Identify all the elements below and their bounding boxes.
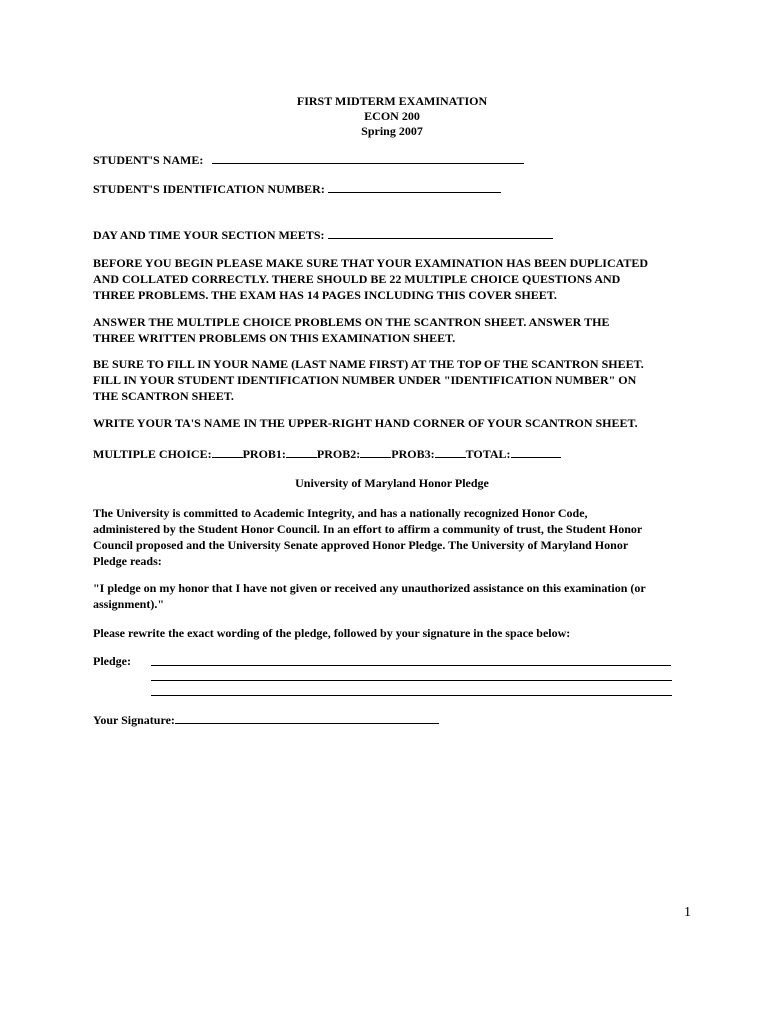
instruction-name-id xyxy=(93,356,703,404)
section-row xyxy=(93,227,553,242)
pledge-line-2[interactable] xyxy=(151,680,672,681)
total-score-field[interactable] xyxy=(511,446,561,458)
student-name-row xyxy=(93,152,524,167)
instruction-line: WRITE YOUR TA'S NAME IN THE UPPER-RIGHT HAND CORNER OF YOUR SCANTRON SHEET. xyxy=(93,416,638,430)
pledge-line-1[interactable] xyxy=(151,665,671,666)
honor-intro-line: The University is committed to Academic Integrity, and has a nationally recognized Honor Code, xyxy=(93,506,588,520)
instruction-line: THREE WRITTEN PROBLEMS ON THIS EXAMINATION SHEET. xyxy=(93,331,456,345)
pledge-label: Pledge: xyxy=(93,654,131,668)
honor-intro-line: administered by the Student Honor Council. In an effort to affirm a community of trust, the Student Honor xyxy=(93,522,643,536)
pledge-line-3[interactable] xyxy=(151,695,672,696)
section-field[interactable] xyxy=(328,227,553,239)
instruction-line: FILL IN YOUR STUDENT IDENTIFICATION NUMBER UNDER "IDENTIFICATION NUMBER" ON xyxy=(93,373,637,387)
instruction-line: BE SURE TO FILL IN YOUR NAME (LAST NAME FIRST) AT THE TOP OF THE SCANTRON SHEET. xyxy=(93,357,644,371)
honor-intro xyxy=(93,505,703,569)
prob2-score-label: PROB2: xyxy=(316,447,361,461)
course-code: ECON 200 xyxy=(364,109,420,123)
prob1-score-label: PROB1: xyxy=(242,447,286,461)
honor-quote-line: assignment)." xyxy=(93,597,164,611)
signature-label: Your Signature: xyxy=(93,713,175,727)
student-id-row xyxy=(93,181,501,196)
mc-score-field[interactable] xyxy=(212,446,243,458)
score-row xyxy=(93,446,561,461)
instruction-line: BEFORE YOU BEGIN PLEASE MAKE SURE THAT YOUR EXAMINATION HAS BEEN DUPLICATED xyxy=(93,256,649,270)
rewrite-instruction xyxy=(93,625,703,641)
honor-intro-line: Council proposed and the University Senate approved Honor Pledge. The University of Maryland Honor xyxy=(93,538,629,552)
student-name-label: STUDENT'S NAME: xyxy=(93,153,204,167)
total-score-label: TOTAL: xyxy=(465,447,511,461)
instruction-line: AND COLLATED CORRECTLY. THERE SHOULD BE 22 MULTIPLE CHOICE QUESTIONS AND xyxy=(93,272,621,286)
student-id-label: STUDENT'S IDENTIFICATION NUMBER: xyxy=(93,182,325,196)
honor-pledge-title: University of Maryland Honor Pledge xyxy=(295,476,489,490)
exam-title: FIRST MIDTERM EXAMINATION xyxy=(296,94,488,108)
prob2-score-field[interactable] xyxy=(360,446,391,458)
student-id-field[interactable] xyxy=(328,181,501,193)
section-label: DAY AND TIME YOUR SECTION MEETS: xyxy=(93,228,325,242)
prob3-score-label: PROB3: xyxy=(391,447,435,461)
exam-term: Spring 2007 xyxy=(361,124,423,138)
mc-score-label: MULTIPLE CHOICE: xyxy=(93,447,212,461)
instruction-line: THE SCANTRON SHEET. xyxy=(93,389,234,403)
signature-field[interactable] xyxy=(175,712,439,724)
signature-row xyxy=(93,712,439,727)
instruction-scantron xyxy=(93,314,703,346)
prob3-score-field[interactable] xyxy=(435,446,466,458)
page-number: 1 xyxy=(684,905,691,920)
instruction-line: THREE PROBLEMS. THE EXAM HAS 14 PAGES INCLUDING THIS COVER SHEET. xyxy=(93,288,557,302)
honor-quote xyxy=(93,580,703,612)
exam-header xyxy=(0,94,784,139)
honor-intro-line: Pledge reads: xyxy=(93,554,162,568)
honor-quote-line: "I pledge on my honor that I have not given or received any unauthorized assistance on this examination (or xyxy=(93,581,646,595)
instruction-line: ANSWER THE MULTIPLE CHOICE PROBLEMS ON THE SCANTRON SHEET. ANSWER THE xyxy=(93,315,610,329)
instruction-ta-name xyxy=(93,415,703,431)
prob1-score-field[interactable] xyxy=(286,446,317,458)
rewrite-instruction-text: Please rewrite the exact wording of the pledge, followed by your signature in the space below: xyxy=(93,626,571,640)
instruction-duplication xyxy=(93,255,703,303)
student-name-field[interactable] xyxy=(212,152,524,164)
